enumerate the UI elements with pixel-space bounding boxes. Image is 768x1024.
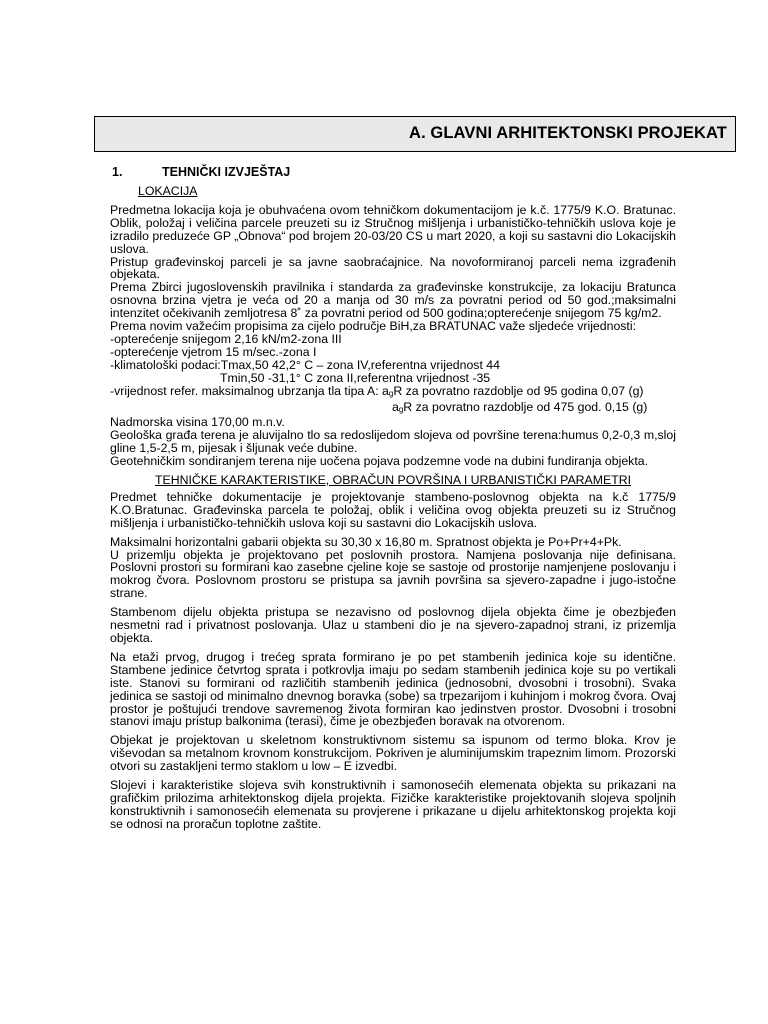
tehnicke-paragraph-4: Stambenom dijelu objekta pristupa se nezavisno od poslovnog dijela objekta čime je obezbjeđen nesmetni rad i privatnost poslovanja. Ulaz u stambeni dio je na sjevero-zapadnoj strani, iz prizemlja objekta. xyxy=(110,605,676,645)
tehnicke-paragraph-1: Predmet tehničke dokumentacije je projektovanje stambeno-poslovnog objekta na k.č 1775/9 K.O.Bratunac. Građevinska parcela te položaj, oblik i veličina ovog objekta preuzeti su iz Stručnog mišljenja i urbanističko-tehničkih uslova koji su sastavni dio Lokacijskih uslova. xyxy=(110,489,676,530)
lokacija-paragraph-1: Predmetna lokacija koja je obuhvaćena ovom tehničkom dokumentacijom je k.č. 1775/9 K.O. Bratunac. Oblik, položaj i veličina parcele preuzeti su iz Stručnog mišljenja i urbanističko-tehničkih uslova koje je izradilo preduzeće GP „Obnova“ pod brojem 20-03/20 CS u mart 2020, a koji su sastavni dio Lokacijskih uslova. xyxy=(110,202,676,256)
ground-accel-line-1: -vrijednost refer. maksimalnog ubrzanja tla tipa A: $a_gR$ za povratno razdoblje od 95 godina 0,07 (g) xyxy=(110,383,644,398)
climate-tmin-line: Tmin,50 -31,1° C zona II,referentna vrijednost -35 xyxy=(220,370,491,385)
geotech-paragraph: Geotehničkim sondiranjem terena nije uočena pojava podzemne vode na dubini fundiranja objekta. xyxy=(110,454,649,469)
document-title: A. GLAVNI ARHITEKTONSKI PROJEKAT xyxy=(409,124,727,142)
geology-paragraph: Geološka građa terena je aluvijalno tlo sa redoslijedom slojeva od površine terena:humus 0,2-0,3 m,sloj gline 1,5-2,5 m, pijesak i šljunak veće dubine. xyxy=(110,428,676,456)
climate-tmax-line: -klimatološki podaci:Tmax,50 42,2° C – zona IV,referentna vrijednost 44 xyxy=(110,357,500,372)
tehnicke-paragraph-3: U prizemlju objekta je projektovano pet poslovnih prostora. Namjena poslovanja nije definisana. Poslovni prostori su formirani kao zasebne cjeline koje se sastoje od prostorije namjenjene poslovanju i mokrog čvora. Poslovnom prostoru se pristupa sa javnih površina sa sjevero-zapadne i jugo-istočne strane. xyxy=(110,547,676,601)
lokacija-paragraph-4: Prema novim važećim propisima za cijelo područje BiH,za BRATUNAC važe sljedeće vrijednosti: xyxy=(110,319,636,334)
snow-load-line: -opterećenje snijegom 2,16 kN/m2-zona III xyxy=(110,331,342,346)
section-number: 1. xyxy=(112,165,123,179)
tehnicke-paragraph-6: Objekat je projektovan u skeletnom konstruktivnom sistemu sa ispunom od termo bloka. Krov je viševodan sa metalnom krovnom konstrukcijom. Pokriven je aluminijumskim trapeznim limom. Prozorski otvori su zastakljeni termo staklom u low – E izvedbi. xyxy=(110,733,676,774)
tehnicke-paragraph-7: Slojevi i karakteristike slojeva svih konstruktivnih i samonosećih elemenata objekta su prikazani na grafičkim prilozima arhitektonskog dijela projekta. Fizičke karakteristike projektovanih slojeva spoljnih konstruktivnih i samonosećih elemenata su provjerene i prikazane u dijelu arhitektonskog projekta koji se odnosi na proračun toplotne zaštite. xyxy=(110,778,676,831)
ground-accel-line-2: $a_gR$ za povratno razdoblje od 475 god. 0,15 (g) xyxy=(392,399,648,414)
wind-load-line: -opterećenje vjetrom 15 m/sec.-zona I xyxy=(110,344,317,359)
tehnicke-paragraph-5: Na etaži prvog, drugog i trećeg sprata formirano je po pet stambenih jedinica koje su identične. Stambene jedinice četvrtog sprata i potkrovlja imaju po sedam stambenih jedinica koje su po vertikali iste. Stanovi su formirani od različitih stambenih jedinica (jednosobni, dvosobni i trosobni). Svaka jedinica se sastoji od minimalno dnevnog boravka (sobe) sa trpezarijom i kuhinjom i mokrog čvora. Ovaj prostor je poštujući trendove savremenog života formiran kao jedinstven prostor. Dvosobni i trosobni stanovi imaju pristup balkonima (terasi), čime je obezbjeđen boravak na otvorenom. xyxy=(110,649,676,729)
tehnicke-paragraph-2: Maksimalni horizontalni gabarii objekta su 30,30 x 16,80 m. Spratnost objekta je Po+Pr+4+Pk. xyxy=(110,534,622,549)
lokacija-paragraph-2: Pristup građevinskoj parceli je sa javne saobraćajnice. Na novoformiranoj parceli nema izgrađenih objekata. xyxy=(110,254,676,282)
altitude-line: Nadmorska visina 170,00 m.n.v. xyxy=(110,415,285,430)
tehnicke-heading: TEHNIČKE KARAKTERISTIKE, OBRAČUN POVRŠINA I URBANISTIČKI PARAMETRI xyxy=(154,473,632,488)
report-body xyxy=(110,185,676,831)
title-banner xyxy=(94,116,736,152)
lokacija-heading: LOKACIJA xyxy=(138,184,198,198)
section-title: TEHNIČKI IZVJEŠTAJ xyxy=(162,165,291,179)
lokacija-paragraph-3: Prema Zbirci jugoslovenskih pravilnika i standarda za građevinske konstrukcije, za lokaciju Bratunca osnovna brzina vjetra je veća od 20 a manja od 30 m/s za povratni period od 50 god.;maksimalni intenzitet očekivanih zemljotresa 8˚ za povratni period od 500 godina;opterećenje snijegom 75 kg/m2. xyxy=(110,280,676,321)
